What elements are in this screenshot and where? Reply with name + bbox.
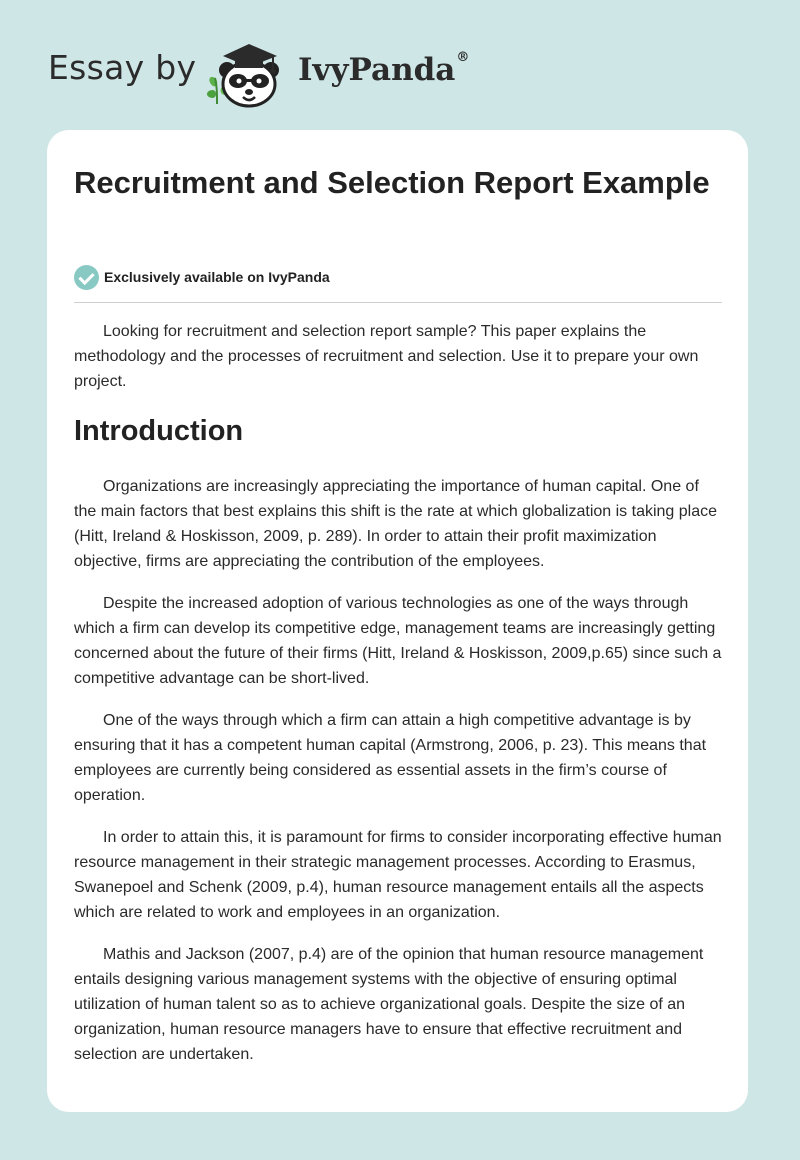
site-header: [48, 34, 468, 114]
section-heading: Introduction: [74, 415, 244, 447]
intro-paragraph: Looking for recruitment and selection report sample? This paper explains the methodology and the processes of recruitment and selection. Use it to prepare your own project.: [74, 323, 699, 390]
brand-name[interactable]: IvyPanda®: [298, 50, 470, 88]
panda-graduate-icon[interactable]: [201, 34, 297, 110]
registered-mark: ®: [456, 50, 470, 65]
article-body: [74, 319, 722, 1084]
exclusive-badge-label: Exclusively available on IvyPanda: [104, 269, 330, 285]
exclusive-badge: [74, 264, 330, 290]
article-title: Recruitment and Selection Report Example: [74, 165, 710, 200]
essay-by-label: Essay by: [48, 48, 197, 87]
body-paragraph: Despite the increased adoption of various technologies as one of the ways through which a firm can develop its competitive edge, management teams are increasingly getting concerned about the future of their firms (Hitt, Ireland & Hoskisson, 2009,p.65) since such a competitive advantage can be short-lived.: [74, 595, 722, 687]
body-paragraph: One of the ways through which a firm can attain a high competitive advantage is by ensuring that it has a competent human capital (Armstrong, 2006, p. 23). This means that employees are currently being considered as essential assets in the firm’s course of operation.: [74, 712, 707, 804]
body-paragraph: Mathis and Jackson (2007, p.4) are of the opinion that human resource management entails designing various management systems with the objective of ensuring optimal utilization of human talent so as to achieve organizational goals. Despite the size of an organization, human resource managers have to ensure that effective recruitment and selection are undertaken.: [74, 946, 704, 1063]
divider: [74, 302, 722, 303]
article-card: [47, 130, 748, 1112]
check-circle-icon: [74, 265, 99, 290]
body-paragraph: In order to attain this, it is paramount for firms to consider incorporating effective human resource management in their strategic management processes. According to Erasmus, Swanepoel and Schenk (2009, p.4), human resource management entails all the aspects which are related to work and employees in an organization.: [74, 829, 722, 921]
body-paragraph: Organizations are increasingly appreciating the importance of human capital. One of the main factors that best explains this shift is the rate at which globalization is taking place (Hitt, Ireland & Hoskisson, 2009, p. 289). In order to attain their profit maximization objective, firms are appreciating the contribution of the employees.: [74, 478, 718, 570]
